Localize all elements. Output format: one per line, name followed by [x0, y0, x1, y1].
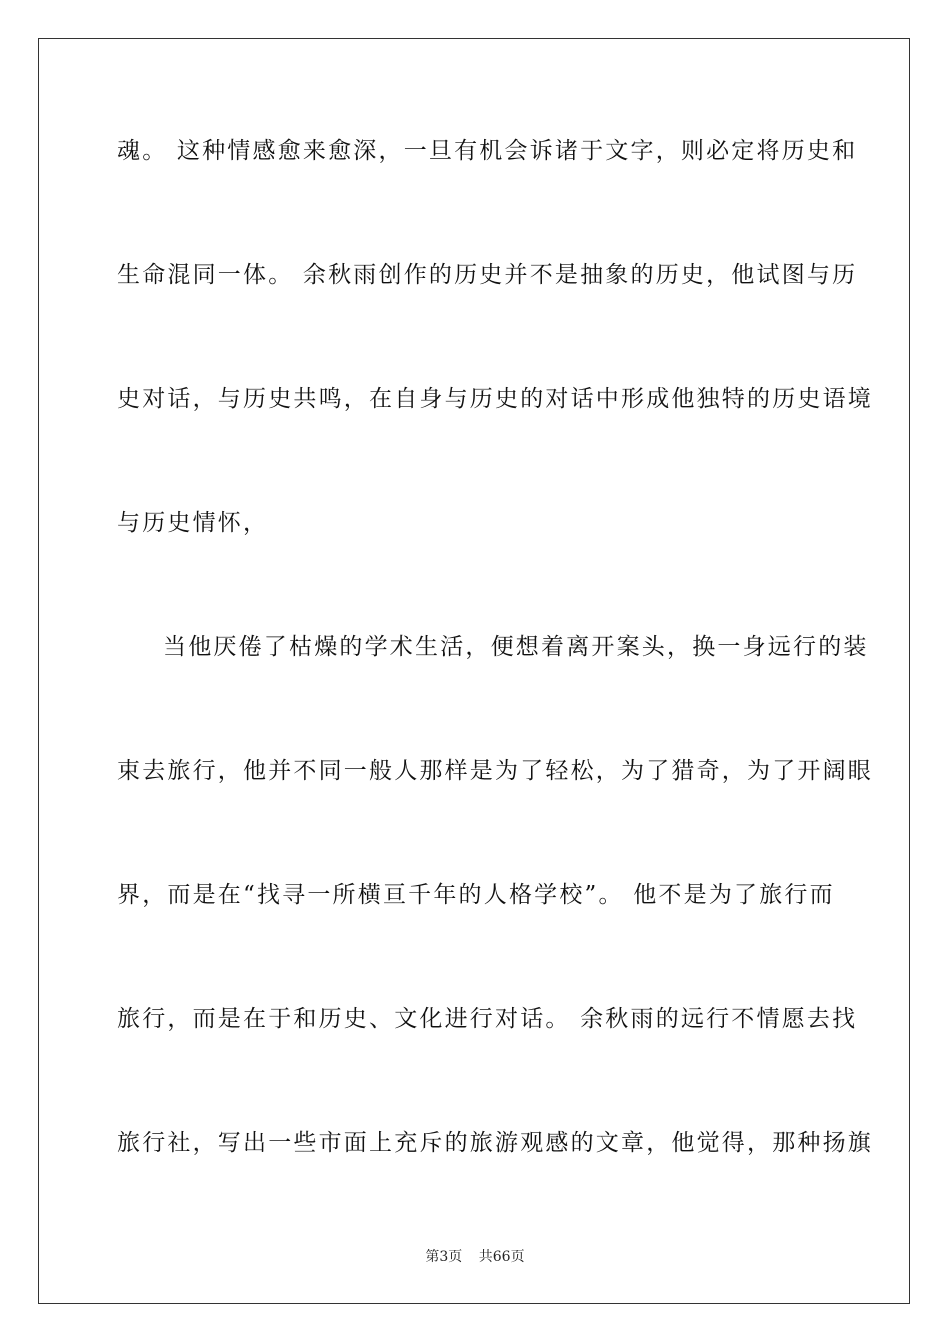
- text-line: 界，而是在“找寻一所横亘千年的人格学校”。 他不是为了旅行而: [117, 882, 835, 908]
- text-line: 束去旅行，他并不同一般人那样是为了轻松，为了猎奇，为了开阔眼: [117, 758, 873, 784]
- text-line: 生命混同一体。 余秋雨创作的历史并不是抽象的历史，他试图与历: [117, 262, 858, 288]
- text-line: 史对话，与历史共鸣，在自身与历史的对话中形成他独特的历史语境: [117, 386, 873, 412]
- page-border: [38, 38, 910, 1304]
- text-line: 旅行社，写出一些市面上充斥的旅游观感的文章，他觉得，那种扬旗: [117, 1130, 873, 1156]
- page-number: 第3页: [425, 1249, 463, 1265]
- page-footer: [0, 1246, 950, 1266]
- total-pages: 共66页: [478, 1249, 525, 1265]
- paragraph-first-line: 当他厌倦了枯燥的学术生活，便想着离开案头，换一身远行的装: [163, 634, 869, 660]
- text-line: 旅行，而是在于和历史、文化进行对话。 余秋雨的远行不情愿去找: [117, 1006, 858, 1032]
- text-line: 魂。 这种情感愈来愈深，一旦有机会诉诸于文字，则必定将历史和: [117, 138, 858, 164]
- text-line: 与历史情怀，: [117, 510, 269, 536]
